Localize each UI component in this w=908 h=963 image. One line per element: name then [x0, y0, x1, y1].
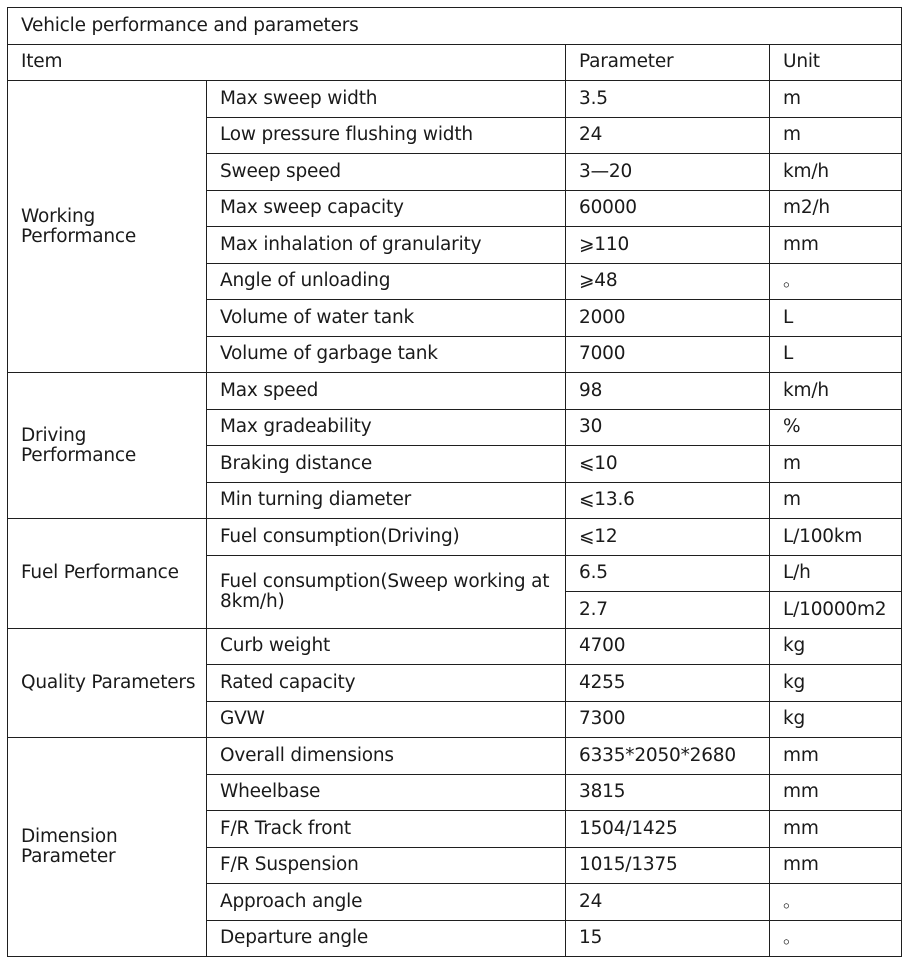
item-name: Sweep speed: [207, 154, 566, 191]
item-name: Fuel consumption(Driving): [207, 519, 566, 556]
item-name: Departure angle: [207, 920, 566, 957]
parameter-value: 7000: [566, 336, 770, 373]
unit-value: mm: [770, 227, 902, 264]
table-header-row: [8, 44, 902, 81]
parameter-value: 4255: [566, 665, 770, 702]
parameter-value: 2.7: [566, 592, 770, 629]
unit-value: km/h: [770, 154, 902, 191]
unit-value: kg: [770, 628, 902, 665]
item-name: GVW: [207, 701, 566, 738]
parameter-value: 15: [566, 920, 770, 957]
parameter-value: ⩾110: [566, 227, 770, 264]
unit-value: m: [770, 446, 902, 483]
item-name: Wheelbase: [207, 774, 566, 811]
item-name: Max speed: [207, 373, 566, 410]
table-body: [8, 8, 902, 957]
unit-value: 。: [770, 263, 902, 300]
unit-value: m: [770, 117, 902, 154]
parameter-value: 60000: [566, 190, 770, 227]
item-name: Low pressure flushing width: [207, 117, 566, 154]
group-label: Fuel Performance: [8, 519, 207, 629]
unit-value: L/h: [770, 555, 902, 592]
unit-value: %: [770, 409, 902, 446]
parameter-value: 6.5: [566, 555, 770, 592]
unit-value: kg: [770, 665, 902, 702]
unit-value: 。: [770, 884, 902, 921]
item-name: Fuel consumption(Sweep working at 8km/h): [207, 555, 566, 628]
item-name: Max sweep width: [207, 81, 566, 118]
unit-value: L: [770, 336, 902, 373]
unit-value: m: [770, 482, 902, 519]
parameter-value: 3—20: [566, 154, 770, 191]
parameter-value: 6335*2050*2680: [566, 738, 770, 775]
unit-value: mm: [770, 847, 902, 884]
unit-value: L/10000m2: [770, 592, 902, 629]
item-name: Volume of garbage tank: [207, 336, 566, 373]
unit-value: m2/h: [770, 190, 902, 227]
parameter-value: 30: [566, 409, 770, 446]
parameter-value: 24: [566, 884, 770, 921]
unit-value: kg: [770, 701, 902, 738]
unit-value: mm: [770, 811, 902, 848]
unit-value: L: [770, 300, 902, 337]
item-name: Min turning diameter: [207, 482, 566, 519]
item-name: F/R Suspension: [207, 847, 566, 884]
header-item: Item: [8, 44, 566, 81]
item-name: F/R Track front: [207, 811, 566, 848]
unit-value: mm: [770, 774, 902, 811]
parameter-value: 3815: [566, 774, 770, 811]
group-label: Driving Performance: [8, 373, 207, 519]
item-name: Rated capacity: [207, 665, 566, 702]
unit-value: km/h: [770, 373, 902, 410]
unit-value: L/100km: [770, 519, 902, 556]
unit-value: m: [770, 81, 902, 118]
item-name: Overall dimensions: [207, 738, 566, 775]
parameter-value: 7300: [566, 701, 770, 738]
parameter-value: 1504/1425: [566, 811, 770, 848]
group-label: Quality Parameters: [8, 628, 207, 738]
table-row: [8, 738, 902, 775]
parameter-value: 4700: [566, 628, 770, 665]
header-parameter: Parameter: [566, 44, 770, 81]
item-name: Volume of water tank: [207, 300, 566, 337]
table-row: [8, 373, 902, 410]
item-name: Max inhalation of granularity: [207, 227, 566, 264]
item-name: Curb weight: [207, 628, 566, 665]
table-row: [8, 628, 902, 665]
parameter-value: ⩽10: [566, 446, 770, 483]
group-label: Dimension Parameter: [8, 738, 207, 957]
unit-value: 。: [770, 920, 902, 957]
parameter-value: ⩾48: [566, 263, 770, 300]
item-name: Braking distance: [207, 446, 566, 483]
parameter-value: 3.5: [566, 81, 770, 118]
parameter-value: 2000: [566, 300, 770, 337]
header-unit: Unit: [770, 44, 902, 81]
table-title: Vehicle performance and parameters: [8, 8, 902, 45]
item-name: Max sweep capacity: [207, 190, 566, 227]
parameter-value: 1015/1375: [566, 847, 770, 884]
unit-value: mm: [770, 738, 902, 775]
table-row: [8, 81, 902, 118]
parameter-value: 98: [566, 373, 770, 410]
table-row: [8, 519, 902, 556]
item-name: Max gradeability: [207, 409, 566, 446]
item-name: Approach angle: [207, 884, 566, 921]
group-label: Working Performance: [8, 81, 207, 373]
vehicle-parameters-table: [7, 7, 902, 957]
parameter-value: 24: [566, 117, 770, 154]
item-name: Angle of unloading: [207, 263, 566, 300]
table-title-row: [8, 8, 902, 45]
parameter-value: ⩽12: [566, 519, 770, 556]
parameter-value: ⩽13.6: [566, 482, 770, 519]
